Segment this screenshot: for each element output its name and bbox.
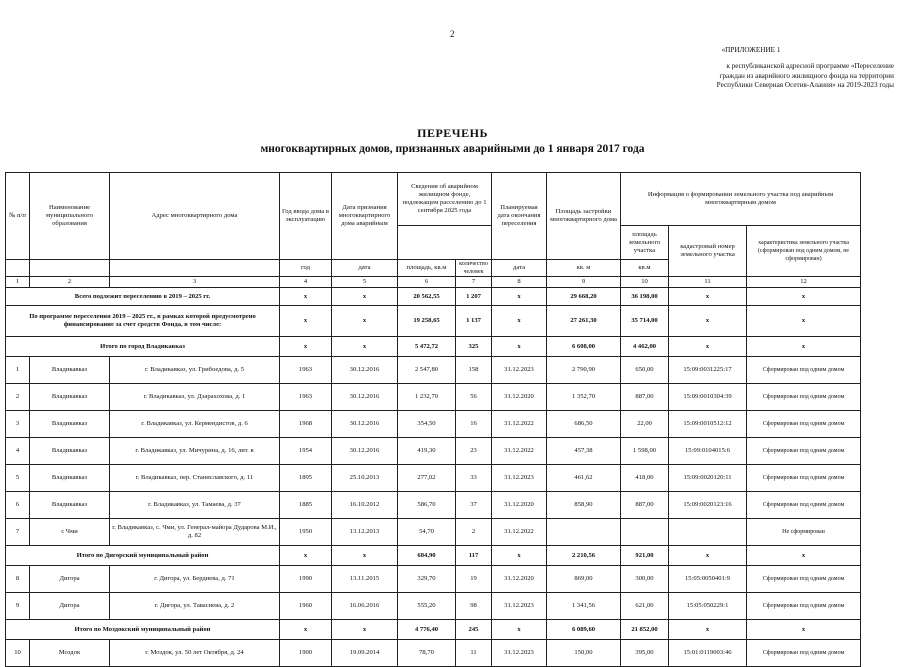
total-cadastral: x [669, 620, 747, 640]
total-cadastral: x [669, 288, 747, 306]
row-area: 277,02 [398, 465, 456, 492]
row-address: г. Владикавказ, ул. Дзарахохова, д. 1 [110, 384, 280, 411]
total-year: x [280, 306, 332, 337]
row-address: г. Владикавказ, ул. Тамаева, д. 37 [110, 492, 280, 519]
row-people: 2 [456, 519, 492, 546]
col-number: 10 [621, 277, 669, 288]
total-label: Итого по город Владикавказ [6, 337, 280, 357]
row-building-area: 858,90 [547, 492, 621, 519]
unit-empty [6, 260, 30, 277]
row-number: 7 [6, 519, 30, 546]
total-building-area: 27 261,30 [547, 306, 621, 337]
row-recognition-date: 25.10.2013 [332, 465, 398, 492]
row-year-built: 1968 [280, 411, 332, 438]
row-characteristic: Сформирован под одним домом [747, 640, 861, 667]
header-planned-end: Планируемая дата окончания переселения [492, 173, 547, 260]
table-row [6, 593, 861, 620]
row-people: 56 [456, 384, 492, 411]
row-building-area: 150,00 [547, 640, 621, 667]
table-row [6, 492, 861, 519]
total-year: x [280, 337, 332, 357]
row-municipality: Владикавказ [30, 438, 110, 465]
header-row [6, 173, 861, 226]
appendix-line: Республики Северная Осетия-Алания» на 2019-2023 годы [716, 81, 894, 90]
total-date: x [332, 337, 398, 357]
table-body [6, 173, 861, 667]
row-year-built: 1990 [280, 566, 332, 593]
row-recognition-date: 16.06.2016 [332, 593, 398, 620]
row-planned-end: 31.12.2022 [492, 438, 547, 465]
row-land-area: 395,00 [621, 640, 669, 667]
header-address: Адрес многоквартирного дома [110, 173, 280, 260]
total-area: 684,90 [398, 546, 456, 566]
row-cadastral: 15:05:0050401:9 [669, 566, 747, 593]
row-municipality: Владикавказ [30, 384, 110, 411]
header-year-built: Год ввода дома в эксплуатацию [280, 173, 332, 260]
total-building-area: 29 668,20 [547, 288, 621, 306]
total-date: x [332, 620, 398, 640]
row-people: 33 [456, 465, 492, 492]
row-people: 37 [456, 492, 492, 519]
total-label: Итого по Моздокский муниципальный район [6, 620, 280, 640]
row-municipality: с Чми [30, 519, 110, 546]
row-municipality: Дигора [30, 593, 110, 620]
total-row [6, 546, 861, 566]
total-characteristic: x [747, 620, 861, 640]
header-recognition-date: Дата признания многоквартирного дома аварийным [332, 173, 398, 260]
unit-date: дата [492, 260, 547, 277]
total-area: 19 258,65 [398, 306, 456, 337]
total-building-area: 6 089,60 [547, 620, 621, 640]
total-date: x [332, 288, 398, 306]
header-num: № п/п [6, 173, 30, 260]
total-label: Всего подлежит переселению в 2019 – 2025 гг. [6, 288, 280, 306]
row-year-built: 1960 [280, 593, 332, 620]
total-people: 245 [456, 620, 492, 640]
row-planned-end: 31.12.2022 [492, 411, 547, 438]
row-building-area: 2 790,90 [547, 357, 621, 384]
row-recognition-date: 30.12.2016 [332, 357, 398, 384]
row-land-area: 22,00 [621, 411, 669, 438]
row-year-built: 1950 [280, 519, 332, 546]
row-building-area: 457,38 [547, 438, 621, 465]
row-building-area: 1 352,70 [547, 384, 621, 411]
row-cadastral: 15:01:0119003:46 [669, 640, 747, 667]
unit-year: год [280, 260, 332, 277]
row-address: г. Моздок, ул. 50 лет Октября, д. 24 [110, 640, 280, 667]
row-planned-end: 31.12.2020 [492, 566, 547, 593]
appendix-block [608, 46, 894, 91]
col-number: 7 [456, 277, 492, 288]
row-building-area: 1 341,56 [547, 593, 621, 620]
row-characteristic: Сформирован под одним домом [747, 593, 861, 620]
row-municipality: Владикавказ [30, 411, 110, 438]
row-number: 5 [6, 465, 30, 492]
total-people: 325 [456, 337, 492, 357]
row-land-area: 621,00 [621, 593, 669, 620]
row-planned-end: 31.12.2020 [492, 384, 547, 411]
row-cadastral: 15:09:0020120:11 [669, 465, 747, 492]
total-people: 1 137 [456, 306, 492, 337]
total-date: x [332, 546, 398, 566]
table-row [6, 566, 861, 593]
table-row [6, 519, 861, 546]
total-land-area: 21 852,00 [621, 620, 669, 640]
document-title [0, 126, 905, 155]
row-number: 9 [6, 593, 30, 620]
row-address: г. Дигора, ул. Бердиева, д. 71 [110, 566, 280, 593]
row-land-area: 887,00 [621, 384, 669, 411]
row-characteristic: Сформирован под одним домом [747, 384, 861, 411]
row-characteristic: Сформирован под одним домом [747, 566, 861, 593]
header-emergency-info: Сведения об аварийном жилищном фонде, подлежащем расселению до 1 сентября 2025 года [398, 173, 492, 226]
row-planned-end: 31.12.2023 [492, 465, 547, 492]
row-characteristic: Не сформирован [747, 519, 861, 546]
row-land-area [621, 519, 669, 546]
total-row [6, 337, 861, 357]
row-number: 1 [6, 357, 30, 384]
total-people: 1 207 [456, 288, 492, 306]
total-cadastral: x [669, 546, 747, 566]
col-number: 9 [547, 277, 621, 288]
row-building-area: 869,00 [547, 566, 621, 593]
row-cadastral: 15:09:0010512:12 [669, 411, 747, 438]
col-number: 11 [669, 277, 747, 288]
total-area: 5 472,72 [398, 337, 456, 357]
col-number: 1 [6, 277, 30, 288]
row-land-area: 887,00 [621, 492, 669, 519]
row-characteristic: Сформирован под одним домом [747, 411, 861, 438]
row-number: 8 [6, 566, 30, 593]
row-cadastral: 15:09:0020123:16 [669, 492, 747, 519]
row-recognition-date: 19.09.2014 [332, 640, 398, 667]
row-number: 10 [6, 640, 30, 667]
row-area: 419,30 [398, 438, 456, 465]
table-row [6, 357, 861, 384]
table-row [6, 640, 861, 667]
row-area: 555,20 [398, 593, 456, 620]
total-area: 4 776,40 [398, 620, 456, 640]
row-address: г. Дигора, ул. Тавасиева, д. 2 [110, 593, 280, 620]
header-land-area: площадь земельного участка [621, 226, 669, 260]
col-number: 5 [332, 277, 398, 288]
table-row [6, 465, 861, 492]
appendix-text [608, 62, 894, 90]
table-row [6, 411, 861, 438]
col-number: 12 [747, 277, 861, 288]
total-end: x [492, 288, 547, 306]
row-recognition-date: 13.12.2013 [332, 519, 398, 546]
total-end: x [492, 306, 547, 337]
header-characteristic: характеристика земельного участка (сформирован под одним домом, не сформирован) [747, 226, 861, 277]
col-number: 6 [398, 277, 456, 288]
total-characteristic: x [747, 546, 861, 566]
unit-area: площадь, кв.м [398, 260, 456, 277]
row-people: 158 [456, 357, 492, 384]
col-number: 8 [492, 277, 547, 288]
total-label: Итого по Дигорский муниципальный район [6, 546, 280, 566]
row-building-area: 686,50 [547, 411, 621, 438]
col-number: 2 [30, 277, 110, 288]
row-address: г. Владикавказ, ул. Кермендистов, д. 6 [110, 411, 280, 438]
row-planned-end: 31.12.2020 [492, 492, 547, 519]
row-land-area: 418,00 [621, 465, 669, 492]
row-people: 98 [456, 593, 492, 620]
header-building-area: Площадь застройки многоквартирного дома [547, 173, 621, 260]
row-municipality: Дигора [30, 566, 110, 593]
title-line-1: ПЕРЕЧЕНЬ [417, 126, 488, 140]
col-number: 4 [280, 277, 332, 288]
row-building-area [547, 519, 621, 546]
unit-empty [30, 260, 110, 277]
row-area: 354,50 [398, 411, 456, 438]
row-address: г. Владикавказ, ул. Мичурина, д. 16, лит. в [110, 438, 280, 465]
total-year: x [280, 288, 332, 306]
row-planned-end: 31.12.2023 [492, 640, 547, 667]
header-land-info: Информация о формировании земельного участка под аварийным многоквартирным домом [621, 173, 861, 226]
row-land-area: 1 598,00 [621, 438, 669, 465]
row-cadastral: 15:09:0104015:6 [669, 438, 747, 465]
row-land-area: 650,00 [621, 357, 669, 384]
total-row [6, 288, 861, 306]
row-cadastral: 15:05:050229:1 [669, 593, 747, 620]
row-characteristic: Сформирован под одним домом [747, 465, 861, 492]
row-municipality: Владикавказ [30, 492, 110, 519]
header-emergency-spacer [398, 226, 492, 260]
row-municipality: Моздок [30, 640, 110, 667]
unit-sqm: кв. м [547, 260, 621, 277]
row-cadastral [669, 519, 747, 546]
total-year: x [280, 546, 332, 566]
row-number: 2 [6, 384, 30, 411]
row-recognition-date: 13.11.2015 [332, 566, 398, 593]
total-land-area: 36 198,00 [621, 288, 669, 306]
row-land-area: 300,00 [621, 566, 669, 593]
total-land-area: 35 714,00 [621, 306, 669, 337]
total-land-area: 921,00 [621, 546, 669, 566]
total-building-area: 2 210,56 [547, 546, 621, 566]
page-number: 2 [450, 29, 455, 39]
row-characteristic: Сформирован под одним домом [747, 492, 861, 519]
unit-date: дата [332, 260, 398, 277]
row-planned-end: 31.12.2022 [492, 519, 547, 546]
row-area: 54,70 [398, 519, 456, 546]
total-area: 20 562,55 [398, 288, 456, 306]
total-cadastral: x [669, 337, 747, 357]
row-year-built: 1900 [280, 640, 332, 667]
appendix-line: граждан из аварийного жилищного фонда на территории [719, 71, 894, 80]
row-year-built: 1895 [280, 465, 332, 492]
row-year-built: 1963 [280, 357, 332, 384]
row-municipality: Владикавказ [30, 357, 110, 384]
row-address: г. Владикавказ, с. Чми, ул. Генерал-майора Дударова М.И., д. 82 [110, 519, 280, 546]
total-people: 117 [456, 546, 492, 566]
total-end: x [492, 546, 547, 566]
row-address: г. Владикавказ, пер. Станиславского, д. 11 [110, 465, 280, 492]
row-cadastral: 15:09:0010304:39 [669, 384, 747, 411]
row-people: 19 [456, 566, 492, 593]
total-date: x [332, 306, 398, 337]
total-row [6, 306, 861, 337]
total-cadastral: x [669, 306, 747, 337]
row-area: 2 547,80 [398, 357, 456, 384]
row-area: 586,70 [398, 492, 456, 519]
appendix-title: «ПРИЛОЖЕНИЕ 1 [721, 46, 781, 54]
appendix-line: к республиканской адресной программе «Переселение [726, 62, 894, 71]
row-area: 1 232,70 [398, 384, 456, 411]
unit-empty [110, 260, 280, 277]
row-address: г. Владикавказ, ул. Грибоедова, д. 5 [110, 357, 280, 384]
unit-count: количество человек [456, 260, 492, 277]
row-planned-end: 31.12.2023 [492, 357, 547, 384]
total-end: x [492, 337, 547, 357]
row-municipality: Владикавказ [30, 465, 110, 492]
column-number-row [6, 277, 861, 288]
total-year: x [280, 620, 332, 640]
row-number: 4 [6, 438, 30, 465]
row-planned-end: 31.12.2023 [492, 593, 547, 620]
row-year-built: 1963 [280, 384, 332, 411]
unit-sqm: кв.м [621, 260, 669, 277]
row-recognition-date: 30.12.2016 [332, 384, 398, 411]
row-number: 6 [6, 492, 30, 519]
total-row [6, 620, 861, 640]
row-number: 3 [6, 411, 30, 438]
row-area: 78,70 [398, 640, 456, 667]
total-land-area: 4 462,00 [621, 337, 669, 357]
row-recognition-date: 30.12.2016 [332, 411, 398, 438]
row-area: 329,70 [398, 566, 456, 593]
total-label: По программе переселения 2019 – 2025 гг., в рамках которой предусмотрено финансирование за счет средств Фонда, в том числе: [6, 306, 280, 337]
table-row [6, 384, 861, 411]
row-people: 11 [456, 640, 492, 667]
row-year-built: 1885 [280, 492, 332, 519]
table-row [6, 438, 861, 465]
row-recognition-date: 30.12.2016 [332, 438, 398, 465]
total-characteristic: x [747, 288, 861, 306]
row-people: 16 [456, 411, 492, 438]
header-cadastral: кадастровый номер земельного участка [669, 226, 747, 277]
row-building-area: 461,62 [547, 465, 621, 492]
row-characteristic: Сформирован под одним домом [747, 357, 861, 384]
row-year-built: 1954 [280, 438, 332, 465]
housing-table [5, 172, 861, 667]
row-people: 23 [456, 438, 492, 465]
col-number: 3 [110, 277, 280, 288]
row-cadastral: 15:09:0031225:17 [669, 357, 747, 384]
header-municipality: Наименование муниципального образования [30, 173, 110, 260]
total-end: x [492, 620, 547, 640]
total-building-area: 6 608,00 [547, 337, 621, 357]
total-characteristic: x [747, 337, 861, 357]
total-characteristic: x [747, 306, 861, 337]
title-line-2: многоквартирных домов, признанных аварийными до 1 января 2017 года [260, 143, 645, 155]
row-characteristic: Сформирован под одним домом [747, 438, 861, 465]
row-recognition-date: 16.10.2012 [332, 492, 398, 519]
